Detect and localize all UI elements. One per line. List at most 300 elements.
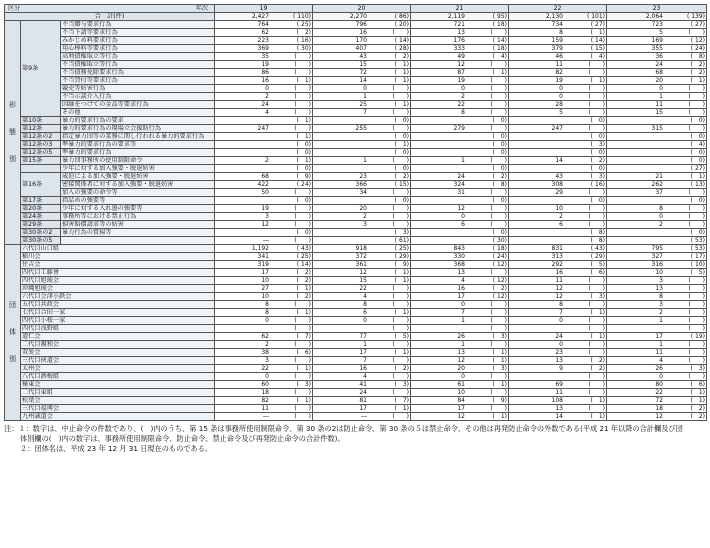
value-cell bbox=[509, 53, 607, 61]
category-label: 区分 bbox=[8, 5, 21, 12]
count-value: 23 bbox=[359, 173, 367, 180]
count-value: 223 bbox=[257, 37, 269, 44]
act-type-label: その他 bbox=[61, 109, 215, 117]
order-count-paren: ( 0) bbox=[492, 165, 507, 172]
act-type-label: 不当債権取立等行為 bbox=[61, 61, 215, 69]
value-cell bbox=[313, 269, 411, 277]
order-count-paren: ( 3) bbox=[394, 229, 409, 236]
order-count-paren: ( ) bbox=[688, 349, 705, 356]
order-count-paren: ( 12) bbox=[492, 277, 507, 284]
count-value: 176 bbox=[453, 37, 465, 44]
order-count-paren: ( 0) bbox=[296, 229, 311, 236]
count-value: 1 bbox=[363, 93, 367, 100]
count-value: 61 bbox=[457, 381, 465, 388]
order-count-paren: ( ) bbox=[490, 61, 507, 68]
order-count-paren: ( 2) bbox=[296, 29, 311, 36]
order-count-paren: ( 15) bbox=[590, 45, 605, 52]
gang-row bbox=[5, 357, 707, 365]
order-count-paren: ( ) bbox=[294, 325, 311, 332]
order-count-paren: ( 29) bbox=[394, 253, 409, 260]
value-cell bbox=[215, 237, 313, 245]
order-count-paren: ( ) bbox=[490, 189, 507, 196]
value-cell bbox=[607, 21, 707, 29]
form-row bbox=[5, 53, 707, 61]
order-count-paren: ( 15) bbox=[394, 181, 409, 188]
order-count-paren: ( 14) bbox=[296, 261, 311, 268]
article-label: 第30条の2 bbox=[21, 229, 61, 237]
value-cell bbox=[215, 413, 313, 421]
count-value: 279 bbox=[453, 125, 465, 132]
value-cell bbox=[313, 117, 411, 125]
count-value: 2 bbox=[265, 157, 269, 164]
article-label bbox=[21, 165, 61, 173]
order-count-paren: ( 24) bbox=[690, 45, 705, 52]
value-cell bbox=[509, 61, 607, 69]
value-cell bbox=[509, 205, 607, 213]
count-value: 15 bbox=[655, 109, 663, 116]
order-count-paren: ( ) bbox=[688, 293, 705, 300]
order-count-paren: ( 86) bbox=[394, 13, 409, 20]
gang-name: 七代目合田一家 bbox=[21, 309, 215, 317]
gang-row bbox=[5, 293, 707, 301]
order-count-paren: ( ) bbox=[490, 213, 507, 220]
order-count-paren: ( ) bbox=[294, 373, 311, 380]
value-cell bbox=[313, 341, 411, 349]
order-count-paren: ( ) bbox=[688, 341, 705, 348]
order-count-paren: ( ) bbox=[490, 341, 507, 348]
value-cell bbox=[411, 229, 509, 237]
value-cell bbox=[411, 365, 509, 373]
order-count-paren: ( 0) bbox=[590, 197, 605, 204]
order-count-paren: ( 0) bbox=[394, 133, 409, 140]
count-value: 308 bbox=[551, 181, 563, 188]
value-cell bbox=[411, 405, 509, 413]
act-type-label: 損害賠償請求等の妨害 bbox=[61, 221, 215, 229]
value-cell bbox=[411, 109, 509, 117]
order-count-paren: ( 1) bbox=[296, 365, 311, 372]
order-count-paren: ( ) bbox=[490, 157, 507, 164]
value-cell bbox=[313, 149, 411, 157]
order-count-paren: ( 0) bbox=[296, 141, 311, 148]
value-cell bbox=[607, 213, 707, 221]
count-value: 2 bbox=[363, 213, 367, 220]
form-row bbox=[5, 205, 707, 213]
value-cell bbox=[411, 173, 509, 181]
value-cell bbox=[607, 229, 707, 237]
order-count-paren: ( ) bbox=[688, 205, 705, 212]
count-value: 43 bbox=[359, 53, 367, 60]
order-count-paren: ( 1) bbox=[394, 269, 409, 276]
order-count-paren: ( 1) bbox=[492, 357, 507, 364]
value-cell bbox=[215, 29, 313, 37]
count-value: 8 bbox=[659, 205, 663, 212]
gang-row bbox=[5, 365, 707, 373]
order-count-paren: ( 2) bbox=[394, 173, 409, 180]
act-type-label: 少年に対する加入強要・脱退妨害 bbox=[61, 165, 215, 173]
order-count-paren: ( ) bbox=[392, 213, 409, 220]
order-count-paren: ( 1) bbox=[394, 69, 409, 76]
form-row bbox=[5, 237, 707, 245]
count-value: 10 bbox=[655, 269, 663, 276]
count-value: 0 bbox=[363, 85, 367, 92]
value-cell bbox=[313, 85, 411, 93]
order-count-paren: ( ) bbox=[392, 85, 409, 92]
count-value: 2 bbox=[265, 341, 269, 348]
order-count-paren: ( 1) bbox=[394, 277, 409, 284]
form-group-label: 形 態 別 bbox=[5, 21, 21, 245]
count-value: 16 bbox=[555, 269, 563, 276]
form-row bbox=[5, 165, 707, 173]
value-cell bbox=[313, 229, 411, 237]
value-cell bbox=[215, 157, 313, 165]
order-count-paren: ( 1) bbox=[394, 405, 409, 412]
value-cell bbox=[215, 397, 313, 405]
order-count-paren: ( ) bbox=[294, 213, 311, 220]
order-count-paren: ( 8) bbox=[590, 229, 605, 236]
form-row bbox=[5, 21, 707, 29]
count-value: 20 bbox=[457, 365, 465, 372]
order-count-paren: ( ) bbox=[688, 301, 705, 308]
order-count-paren: ( 3) bbox=[394, 381, 409, 388]
order-count-paren: ( 3) bbox=[690, 365, 705, 372]
value-cell bbox=[607, 197, 707, 205]
gang-row bbox=[5, 325, 707, 333]
value-cell bbox=[215, 93, 313, 101]
form-row bbox=[5, 37, 707, 45]
value-cell bbox=[411, 397, 509, 405]
order-count-paren: ( 0) bbox=[296, 149, 311, 156]
count-value: 764 bbox=[257, 21, 269, 28]
gang-name: 四代目小桜一家 bbox=[21, 317, 215, 325]
value-cell bbox=[215, 149, 313, 157]
order-count-paren: ( 27) bbox=[690, 165, 705, 172]
order-count-paren: ( 1) bbox=[296, 397, 311, 404]
footnote-2: ２：団体名は、平成 23 年 12 月 31 日現在のものである。 bbox=[20, 444, 213, 453]
value-cell bbox=[509, 141, 607, 149]
article-label: 第9条 bbox=[21, 21, 61, 117]
count-value: 13 bbox=[457, 269, 465, 276]
value-cell bbox=[509, 357, 607, 365]
order-count-paren: ( 9) bbox=[492, 397, 507, 404]
act-type-label: 指定暴力団等の業務に関し行われる暴力的要求行為 bbox=[61, 133, 215, 141]
count-value: 262 bbox=[651, 181, 663, 188]
order-count-paren: ( ) bbox=[392, 157, 409, 164]
act-type-label: 準暴力的要求行為 bbox=[61, 149, 215, 157]
count-value: 82 bbox=[261, 397, 269, 404]
value-cell bbox=[313, 349, 411, 357]
count-value: 19 bbox=[261, 205, 269, 212]
article-label: 第10条 bbox=[21, 117, 61, 125]
count-value: 2 bbox=[659, 221, 663, 228]
count-value: 13 bbox=[655, 285, 663, 292]
act-type-label: 高利債権取立等行為 bbox=[61, 53, 215, 61]
count-value: ― bbox=[361, 413, 367, 420]
order-count-paren: ( 5) bbox=[590, 261, 605, 268]
value-cell bbox=[607, 157, 707, 165]
order-count-paren: ( ) bbox=[588, 389, 605, 396]
value-cell bbox=[607, 13, 707, 21]
order-count-paren: ( ) bbox=[490, 317, 507, 324]
order-count-paren: ( 0) bbox=[394, 197, 409, 204]
value-cell bbox=[607, 149, 707, 157]
count-value: 17 bbox=[655, 333, 663, 340]
value-cell bbox=[411, 77, 509, 85]
order-count-paren: ( ) bbox=[588, 341, 605, 348]
count-value: 355 bbox=[651, 45, 663, 52]
gang-name: 八代目酒梅組 bbox=[21, 373, 215, 381]
order-count-paren: ( 12) bbox=[492, 261, 507, 268]
gang-row bbox=[5, 333, 707, 341]
value-cell bbox=[607, 245, 707, 253]
value-cell bbox=[215, 141, 313, 149]
value-cell bbox=[411, 125, 509, 133]
total-row bbox=[5, 13, 707, 21]
order-count-paren: ( ) bbox=[688, 85, 705, 92]
form-row bbox=[5, 45, 707, 53]
form-row bbox=[5, 141, 707, 149]
year-header: 19 bbox=[215, 5, 313, 13]
count-value: 734 bbox=[551, 21, 563, 28]
count-value: 14 bbox=[555, 413, 563, 420]
order-count-paren: ( 4) bbox=[492, 53, 507, 60]
order-count-paren: ( ) bbox=[392, 109, 409, 116]
value-cell bbox=[313, 333, 411, 341]
value-cell bbox=[411, 317, 509, 325]
count-value: 0 bbox=[363, 317, 367, 324]
order-count-paren: ( ) bbox=[294, 189, 311, 196]
value-cell bbox=[215, 189, 313, 197]
form-row bbox=[5, 229, 707, 237]
count-value: 2,270 bbox=[349, 13, 367, 20]
value-cell bbox=[215, 197, 313, 205]
order-count-paren: ( 1) bbox=[690, 77, 705, 84]
count-value: 2 bbox=[461, 93, 465, 100]
count-value: 62 bbox=[261, 29, 269, 36]
order-count-paren: ( 53) bbox=[690, 245, 705, 252]
value-cell bbox=[509, 93, 607, 101]
order-count-paren: ( 0) bbox=[492, 197, 507, 204]
order-count-paren: ( ) bbox=[688, 29, 705, 36]
order-count-paren: ( 1) bbox=[296, 133, 311, 140]
order-count-paren: ( ) bbox=[490, 77, 507, 84]
act-type-label: 威迫による加入強要・脱退妨害 bbox=[61, 173, 215, 181]
order-count-paren: ( 0) bbox=[590, 117, 605, 124]
count-value: 41 bbox=[359, 381, 367, 388]
article-label: 第24条 bbox=[21, 213, 61, 221]
value-cell bbox=[215, 381, 313, 389]
act-type-label: 競売等妨害行為 bbox=[61, 85, 215, 93]
value-cell bbox=[313, 21, 411, 29]
table-body bbox=[5, 5, 707, 421]
value-cell bbox=[607, 93, 707, 101]
count-value: 4 bbox=[363, 293, 367, 300]
order-count-paren: ( 1) bbox=[492, 381, 507, 388]
report-container bbox=[4, 4, 706, 454]
count-value: 407 bbox=[355, 45, 367, 52]
year-header: 20 bbox=[313, 5, 411, 13]
order-count-paren: ( 29) bbox=[590, 253, 605, 260]
gang-name: 六代目山口組 bbox=[21, 245, 215, 253]
order-count-paren: ( ) bbox=[294, 221, 311, 228]
count-value: 8 bbox=[559, 301, 563, 308]
order-count-paren: ( ) bbox=[688, 189, 705, 196]
value-cell bbox=[313, 293, 411, 301]
count-value: 1 bbox=[363, 157, 367, 164]
order-count-paren: ( ) bbox=[294, 69, 311, 76]
count-value: 17 bbox=[359, 405, 367, 412]
order-count-paren: ( 1) bbox=[492, 69, 507, 76]
order-statistics-table bbox=[4, 4, 707, 421]
value-cell bbox=[607, 189, 707, 197]
value-cell bbox=[313, 285, 411, 293]
value-cell bbox=[509, 181, 607, 189]
count-value: 169 bbox=[651, 37, 663, 44]
order-count-paren: ( 9) bbox=[296, 173, 311, 180]
value-cell bbox=[411, 133, 509, 141]
value-cell bbox=[411, 101, 509, 109]
order-count-paren: ( 30) bbox=[296, 45, 311, 52]
value-cell bbox=[411, 389, 509, 397]
order-count-paren: ( 1) bbox=[394, 77, 409, 84]
count-value: 0 bbox=[559, 341, 563, 348]
count-value: 159 bbox=[551, 37, 563, 44]
act-type-label: 暴力的要求行為の現場立会援助行為 bbox=[61, 125, 215, 133]
value-cell bbox=[313, 109, 411, 117]
value-cell bbox=[607, 141, 707, 149]
count-value: 0 bbox=[461, 213, 465, 220]
order-count-paren: ( ) bbox=[588, 101, 605, 108]
value-cell bbox=[509, 37, 607, 45]
count-value: 15 bbox=[359, 61, 367, 68]
count-value: 0 bbox=[265, 85, 269, 92]
value-cell bbox=[215, 325, 313, 333]
order-count-paren: ( ) bbox=[392, 221, 409, 228]
order-count-paren: ( 5) bbox=[690, 269, 705, 276]
header-row bbox=[5, 5, 707, 13]
count-value: 1 bbox=[461, 341, 465, 348]
count-value: 17 bbox=[359, 349, 367, 356]
order-count-paren: ( 30) bbox=[492, 237, 507, 244]
value-cell bbox=[215, 405, 313, 413]
order-count-paren: ( 1) bbox=[690, 173, 705, 180]
order-count-paren: ( 18) bbox=[492, 245, 507, 252]
count-value: 12 bbox=[261, 221, 269, 228]
count-value: 1 bbox=[659, 341, 663, 348]
value-cell bbox=[411, 61, 509, 69]
value-cell bbox=[215, 253, 313, 261]
value-cell bbox=[313, 45, 411, 53]
order-count-paren: ( ) bbox=[294, 85, 311, 92]
count-value: 2,119 bbox=[447, 13, 465, 20]
count-value: 19 bbox=[555, 77, 563, 84]
form-row bbox=[5, 173, 707, 181]
order-count-paren: ( 25) bbox=[296, 253, 311, 260]
order-count-paren: ( 1) bbox=[590, 413, 605, 420]
count-value: 247 bbox=[551, 125, 563, 132]
order-count-paren: ( 0) bbox=[690, 157, 705, 164]
count-value: 0 bbox=[461, 301, 465, 308]
order-count-paren: ( ) bbox=[588, 213, 605, 220]
order-count-paren: ( 2) bbox=[690, 61, 705, 68]
gang-name: 稲川会 bbox=[21, 253, 215, 261]
order-count-paren: ( ) bbox=[294, 389, 311, 396]
value-cell bbox=[215, 85, 313, 93]
article-label: 第12条の3 bbox=[21, 141, 61, 149]
count-value: 10 bbox=[457, 389, 465, 396]
count-value: 330 bbox=[453, 253, 465, 260]
order-count-paren: ( ) bbox=[392, 373, 409, 380]
value-cell bbox=[509, 317, 607, 325]
order-count-paren: ( ) bbox=[392, 29, 409, 36]
value-cell bbox=[509, 133, 607, 141]
value-cell bbox=[411, 309, 509, 317]
order-count-paren: ( 16) bbox=[296, 37, 311, 44]
value-cell bbox=[607, 165, 707, 173]
count-value: 13 bbox=[555, 357, 563, 364]
gang-name: 九州誠道会 bbox=[21, 413, 215, 421]
article-label: 第16条 bbox=[21, 173, 61, 197]
value-cell bbox=[313, 373, 411, 381]
gang-name: 二代目親和会 bbox=[21, 341, 215, 349]
value-cell bbox=[607, 85, 707, 93]
value-cell bbox=[509, 405, 607, 413]
value-cell bbox=[215, 373, 313, 381]
value-cell bbox=[607, 109, 707, 117]
order-count-paren: ( 101) bbox=[586, 13, 605, 20]
order-count-paren: ( 12) bbox=[492, 293, 507, 300]
order-count-paren: ( 1) bbox=[296, 309, 311, 316]
gang-row bbox=[5, 301, 707, 309]
count-value: 18 bbox=[261, 389, 269, 396]
value-cell bbox=[313, 125, 411, 133]
act-type-label: 密接関係者に対する加入強要・脱退妨害 bbox=[61, 181, 215, 189]
value-cell bbox=[313, 173, 411, 181]
order-count-paren: ( ) bbox=[392, 301, 409, 308]
count-value: 69 bbox=[555, 381, 563, 388]
order-count-paren: ( 0) bbox=[394, 149, 409, 156]
gang-name: 四代目旭琉会 bbox=[21, 277, 215, 285]
order-count-paren: ( ) bbox=[490, 301, 507, 308]
order-count-paren: ( 2) bbox=[394, 365, 409, 372]
footnote-1-continued: 体別欄の( )内の数字は、事務所使用制限命令、防止命令、禁止命令及び再発防止命令の合計件数)。 bbox=[20, 434, 345, 443]
count-value: 2 bbox=[559, 213, 563, 220]
count-value: 316 bbox=[651, 261, 663, 268]
act-type-label: 少年に対する入れ墨の強要等 bbox=[61, 205, 215, 213]
count-value: 379 bbox=[551, 45, 563, 52]
gang-name: 沖縄旭琉会 bbox=[21, 285, 215, 293]
order-count-paren: ( 1) bbox=[296, 157, 311, 164]
form-row bbox=[5, 213, 707, 221]
order-count-paren: ( ) bbox=[490, 125, 507, 132]
order-count-paren: ( 2) bbox=[492, 173, 507, 180]
act-type-label: 不当下請等要求行為 bbox=[61, 29, 215, 37]
value-cell bbox=[509, 397, 607, 405]
order-count-paren: ( 0) bbox=[492, 149, 507, 156]
value-cell bbox=[411, 53, 509, 61]
gang-name: 五代目共政会 bbox=[21, 301, 215, 309]
value-cell bbox=[509, 277, 607, 285]
gang-name: 極東会 bbox=[21, 381, 215, 389]
value-cell bbox=[313, 301, 411, 309]
order-count-paren: ( 3) bbox=[296, 381, 311, 388]
article-label: 第20条 bbox=[21, 205, 61, 213]
count-value: 7 bbox=[461, 309, 465, 316]
count-value: 80 bbox=[655, 381, 663, 388]
count-value: 108 bbox=[551, 397, 563, 404]
count-value: 4 bbox=[363, 373, 367, 380]
value-cell bbox=[215, 341, 313, 349]
value-cell bbox=[313, 261, 411, 269]
